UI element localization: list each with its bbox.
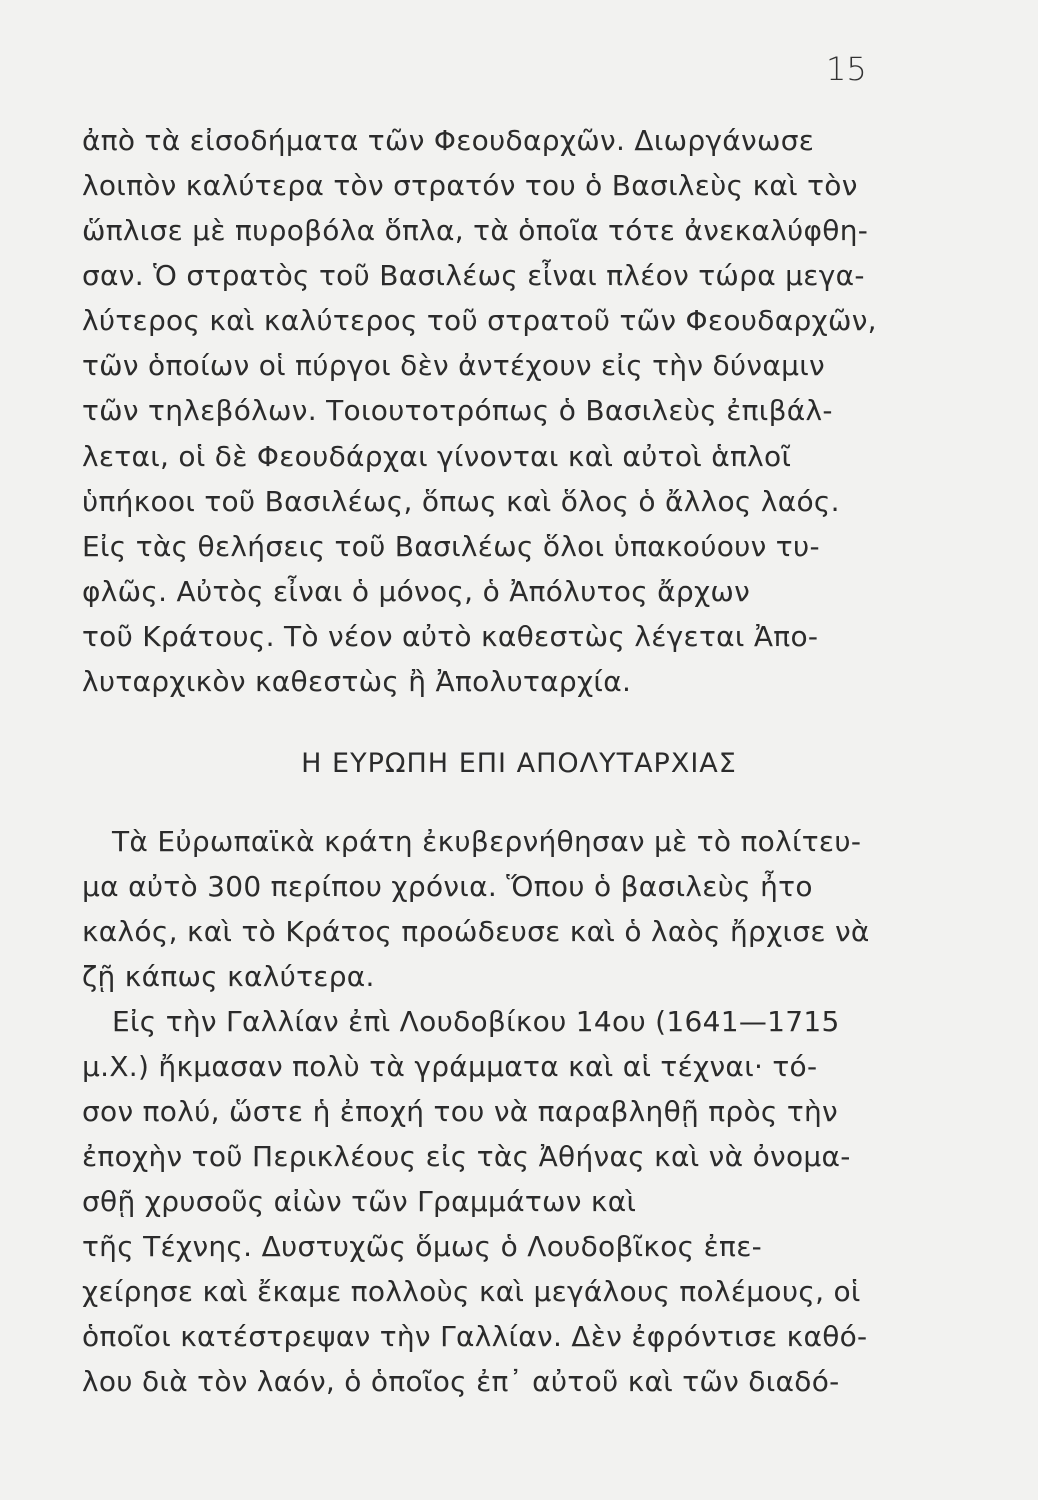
text-line: Τὰ Εὐρωπαϊκὰ κράτη ἐκυβερνήθησαν μὲ τὸ πολίτευ-	[112, 825, 862, 858]
text-line: χείρησε καὶ ἔκαμε πολλοὺς καὶ μεγάλους πολέμους, οἱ	[82, 1275, 861, 1308]
text-line: σθῇ χρυσοῦς αἰὼν τῶν Γραμμάτων καὶ	[82, 1185, 637, 1218]
text-line: Εἰς τὴν Γαλλίαν ἐπὶ Λουδοβίκου 14ου (1641—1715	[112, 1005, 840, 1038]
text-line: τῆς Τέχνης. Δυστυχῶς ὅμως ὁ Λουδοβῖκος ἐπε-	[82, 1230, 763, 1263]
text-line: λοιπὸν καλύτερα τὸν στρατόν του ὁ Βασιλεὺς καὶ τὸν	[82, 169, 858, 202]
text-line: καλός, καὶ τὸ Κράτος προώδευσε καὶ ὁ λαὸς ἤρχισε νὰ	[82, 915, 870, 948]
text-line: Εἰς τὰς θελήσεις τοῦ Βασιλέως ὅλοι ὑπακούουν τυ-	[82, 530, 820, 563]
text-line: ὥπλισε μὲ πυροβόλα ὅπλα, τὰ ὁποῖα τότε ἀνεκαλύφθη-	[82, 214, 869, 247]
text-line: ὁποῖοι κατέστρεψαν τὴν Γαλλίαν. Δὲν ἐφρόντισε καθό-	[82, 1320, 868, 1353]
text-line: φλῶς. Αὐτὸς εἶναι ὁ μόνος, ὁ Ἀπόλυτος ἄρχων	[82, 575, 751, 608]
text-line: λυταρχικὸν καθεστὼς ἢ Ἀπολυταρχία.	[82, 665, 632, 698]
page-number: 15	[826, 50, 867, 88]
text-line: λου διὰ τὸν λαόν, ὁ ὁποῖος ἐπ᾽ αὐτοῦ καὶ τῶν διαδό-	[82, 1365, 840, 1398]
text-line: ἀπὸ τὰ εἰσοδήματα τῶν Φεουδαρχῶν. Διωργάνωσε	[82, 124, 815, 157]
text-line: σαν. Ὁ στρατὸς τοῦ Βασιλέως εἶναι πλέον τώρα μεγα-	[82, 259, 865, 292]
text-line: τῶν ὁποίων οἱ πύργοι δὲν ἀντέχουν εἰς τὴν δύναμιν	[82, 349, 825, 382]
text-line: μ.Χ.) ἤκμασαν πολὺ τὰ γράμματα καὶ αἱ τέχναι· τό-	[82, 1050, 818, 1083]
text-line: λεται, οἱ δὲ Φεουδάρχαι γίνονται καὶ αὐτοὶ ἁπλοῖ	[82, 440, 792, 473]
text-line: ζῇ κάπως καλύτερα.	[82, 960, 375, 993]
text-line: λύτερος καὶ καλύτερος τοῦ στρατοῦ τῶν Φεουδαρχῶν,	[82, 304, 877, 337]
text-line: τοῦ Κράτους. Τὸ νέον αὐτὸ καθεστὼς λέγεται Ἀπο-	[82, 620, 819, 653]
text-line: σον πολύ, ὥστε ἡ ἐποχή του νὰ παραβληθῇ πρὸς τὴν	[82, 1095, 838, 1128]
section-heading: Η ΕΥΡΩΠΗ ΕΠΙ ΑΠΟΛΥΤΑΡΧΙΑΣ	[301, 748, 737, 779]
text-line: τῶν τηλεβόλων. Τοιουτοτρόπως ὁ Βασιλεὺς ἐπιβάλ-	[82, 394, 833, 427]
text-line: μα αὐτὸ 300 περίπου χρόνια. Ὅπου ὁ βασιλεὺς ἦτο	[82, 870, 813, 903]
text-line: ἐποχὴν τοῦ Περικλέους εἰς τὰς Ἀθήνας καὶ νὰ ὀνομα-	[82, 1140, 851, 1173]
text-line: ὑπήκοοι τοῦ Βασιλέως, ὅπως καὶ ὅλος ὁ ἄλλος λαός.	[82, 485, 840, 518]
